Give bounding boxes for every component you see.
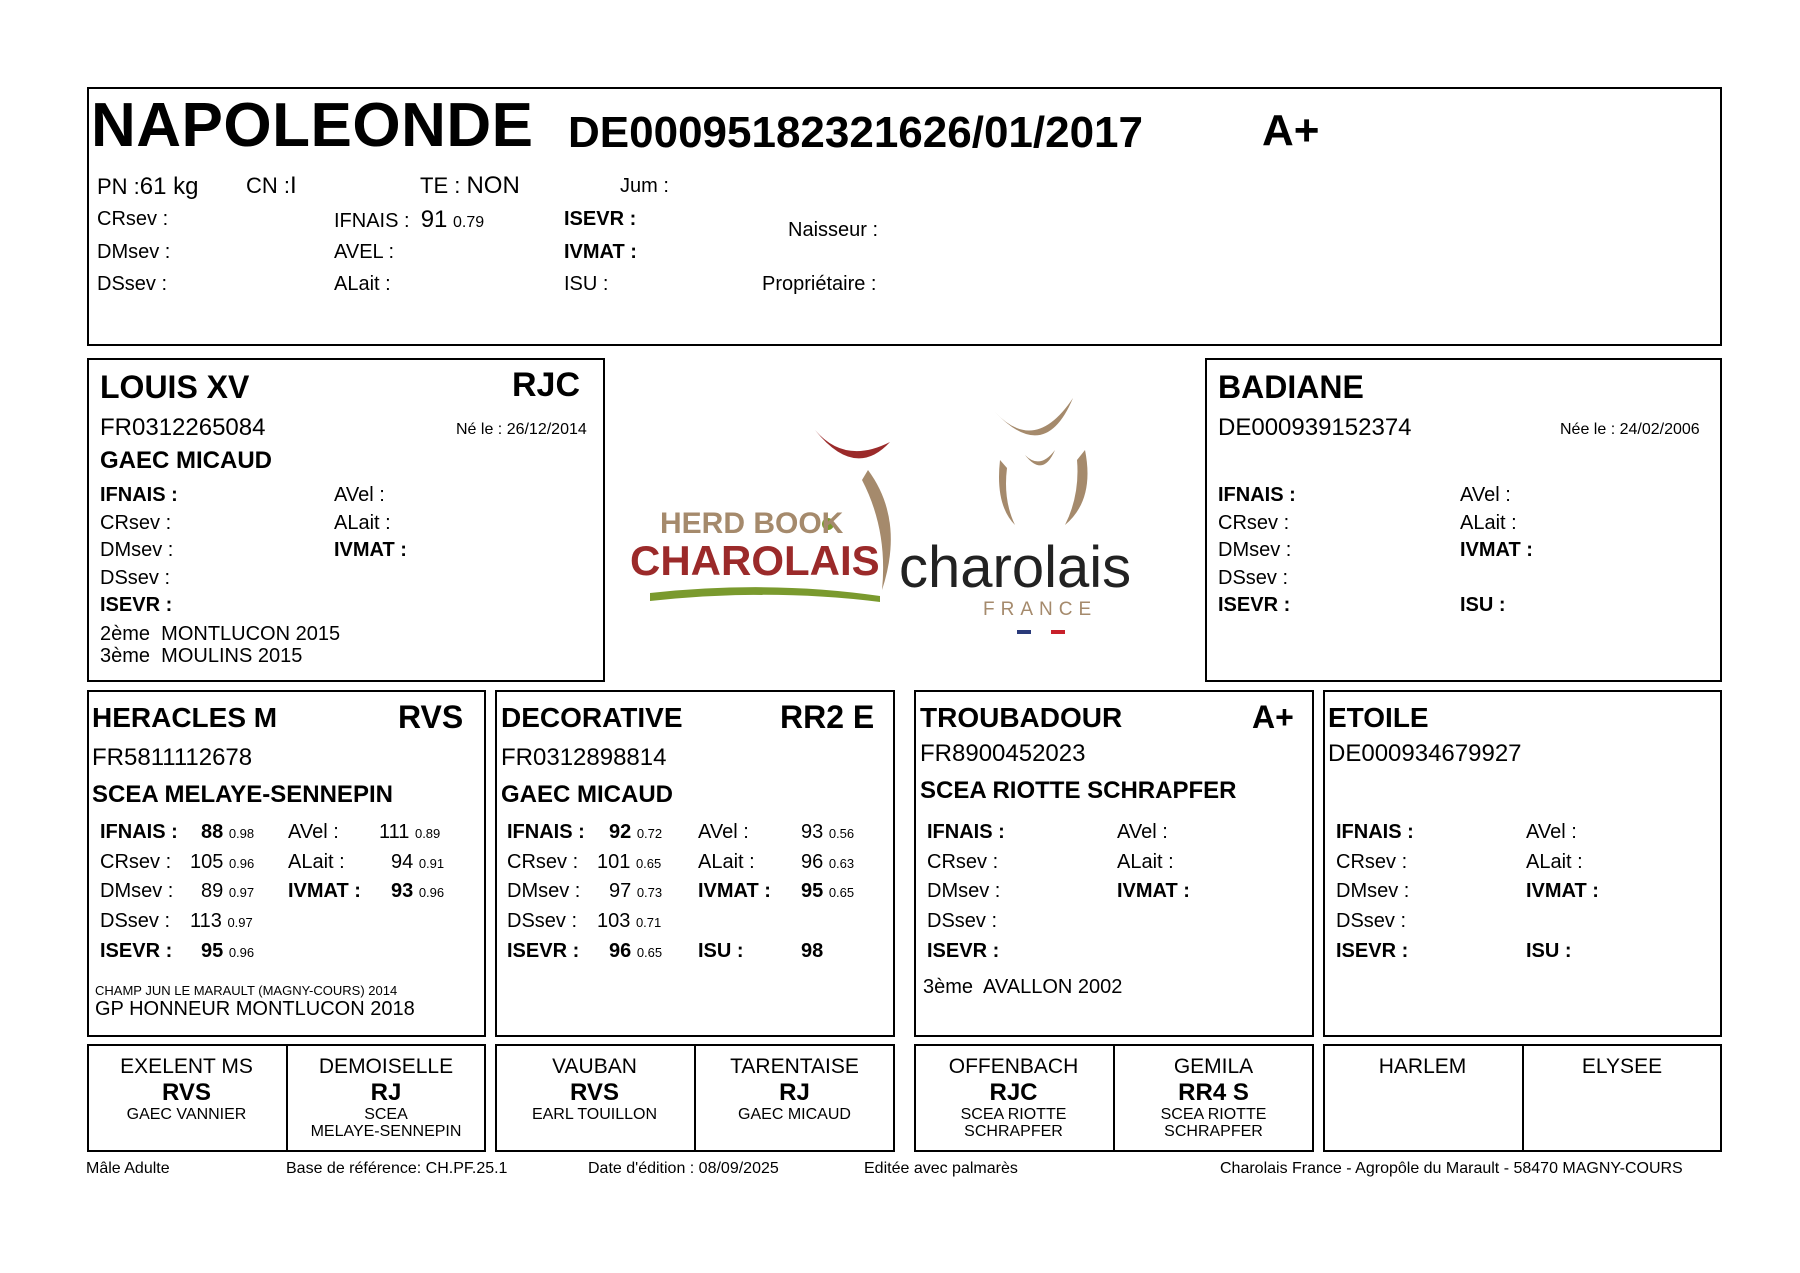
footer-address: Charolais France - Agropôle du Marault - 58470 MAGNY-COURS [1220, 1160, 1683, 1177]
pn-field: PN :61 kg [97, 173, 199, 200]
gp2-isu-val: 98 [801, 940, 824, 962]
charolais-france-logo [895, 390, 1195, 650]
footer-palmares: Editée avec palmarès [864, 1160, 1018, 1177]
ggp-tarentaise: TARENTAISE RJ GAEC MICAUD [730, 1055, 859, 1123]
cn-field: CN :I [246, 172, 297, 199]
gp1-avel-val: 111 0.89 [379, 821, 441, 843]
gp2-isevr-val: 96 0.65 [609, 940, 663, 962]
brand-head-left [999, 460, 1015, 525]
gp1-isevr-val: 95 0.96 [201, 940, 255, 962]
gp2-id: FR0312898814 [501, 744, 667, 771]
gp3-avel: AVel : [1117, 821, 1168, 843]
gp3-ifnais: IFNAIS : [927, 821, 1005, 843]
proprietaire-label: Propriétaire : [762, 273, 877, 295]
gp3-isevr: ISEVR : [927, 940, 1000, 962]
sire-id: FR0312265084 [100, 414, 266, 441]
sire-dmsev: DMsev : [100, 539, 174, 561]
gp2-isu: ISU : [698, 940, 744, 962]
animal-id [568, 108, 1143, 158]
sire-award-1: 2ème MONTLUCON 2015 [100, 623, 341, 645]
gp1-crsev-val: 105 0.96 [190, 851, 255, 873]
gp1-avel: AVel : [288, 821, 339, 843]
footer-edition: Date d'édition : 08/09/2025 [588, 1160, 779, 1177]
gp3-ivmat: IVMAT : [1117, 880, 1190, 902]
dam-dssev: DSsev : [1218, 567, 1289, 589]
dam-crsev: CRsev : [1218, 512, 1290, 534]
header-dmsev: DMsev : [97, 241, 171, 263]
brand-text: charolais [899, 535, 1132, 600]
jum-field: Jum : [620, 175, 669, 197]
gp1-id: FR5811112678 [92, 744, 253, 771]
dam-ifnais: IFNAIS : [1218, 484, 1296, 506]
dam-alait: ALait : [1460, 512, 1517, 534]
gp2-alait: ALait : [698, 851, 755, 873]
sire-ivmat: IVMAT : [334, 539, 407, 561]
gp3-id: FR8900452023 [920, 740, 1086, 767]
gp2-ifnais-val: 92 0.72 [609, 821, 663, 843]
sire-grade: RJC [512, 366, 581, 404]
gp3-dmsev: DMsev : [927, 880, 1001, 902]
gp3-alait: ALait : [1117, 851, 1174, 873]
dam-dmsev: DMsev : [1218, 539, 1292, 561]
sire-ifnais: IFNAIS : [100, 484, 178, 506]
naisseur-label: Naisseur : [788, 219, 879, 241]
gp1-award: GP HONNEUR MONTLUCON 2018 [95, 998, 415, 1020]
dam-born: Née le : 24/02/2006 [1560, 421, 1700, 438]
gp2-name: DECORATIVE [501, 702, 683, 733]
sire-name: LOUIS XV [100, 369, 250, 405]
herdbook-logo [620, 420, 900, 610]
gp1-dssev-val: 113 0.97 [190, 910, 253, 932]
herdbook-top-text: HERD BOOK [660, 507, 844, 540]
gp2-dmsev: DMsev : [507, 880, 581, 902]
animal-grade: A+ [1262, 106, 1320, 155]
brand-head-right [1065, 450, 1088, 525]
gp2-dssev: DSsev : [507, 910, 578, 932]
gp1-ifnais-val: 88 0.98 [201, 821, 255, 843]
gp4-name: ETOILE [1328, 702, 1429, 733]
gp3-dssev: DSsev : [927, 910, 998, 932]
ggp-harlem: HARLEM [1378, 1055, 1467, 1078]
gp1-dssev: DSsev : [100, 910, 171, 932]
header-avel: AVEL : [334, 241, 395, 263]
header-isu: ISU : [564, 273, 609, 295]
gp4-isevr: ISEVR : [1336, 940, 1409, 962]
ggp-demoiselle: DEMOISELLE RJ SCEA MELAYE-SENNEPIN [310, 1055, 462, 1140]
flag-blue [1017, 630, 1031, 634]
flag-red [1051, 630, 1065, 634]
gp1-ifnais: IFNAIS : [100, 821, 178, 843]
gp4-dssev: DSsev : [1336, 910, 1407, 932]
gp2-avel: AVel : [698, 821, 749, 843]
gp4-ifnais: IFNAIS : [1336, 821, 1414, 843]
te-field: TE : NON [420, 172, 520, 199]
gp2-ivmat: IVMAT : [698, 880, 771, 902]
birth-date: 6/01/2017 [947, 108, 1143, 157]
brand-head-mid [1025, 450, 1055, 465]
gp1-award-small: CHAMP JUN LE MARAULT (MAGNY-COURS) 2014 [95, 983, 398, 998]
gp1-crsev: CRsev : [100, 851, 172, 873]
brand-country: FRANCE [983, 599, 1098, 620]
dam-id: DE000939152374 [1218, 414, 1412, 441]
gp2-breeder: GAEC MICAUD [501, 781, 673, 808]
gp1-dmsev: DMsev : [100, 880, 174, 902]
ggp-exelent-ms: EXELENT MS RVS GAEC VANNIER [120, 1055, 253, 1123]
animal-name: NAPOLEONDE [91, 91, 534, 160]
gp4-ivmat: IVMAT : [1526, 880, 1599, 902]
gp3-breeder: SCEA RIOTTE SCHRAPFER [920, 777, 1237, 804]
gp4-alait: ALait : [1526, 851, 1583, 873]
header-ifnais: IFNAIS : 91 0.79 [334, 206, 485, 233]
ggp-elysee: ELYSEE [1581, 1055, 1663, 1078]
sire-dssev: DSsev : [100, 567, 171, 589]
gp2-ivmat-val: 95 0.65 [801, 880, 855, 902]
dam-isu: ISU : [1460, 594, 1506, 616]
gp3-crsev: CRsev : [927, 851, 999, 873]
gp4-crsev: CRsev : [1336, 851, 1408, 873]
sire-breeder: GAEC MICAUD [100, 447, 272, 474]
ggp-vauban: VAUBAN RVS EARL TOUILLON [531, 1055, 658, 1123]
gp2-dmsev-val: 97 0.73 [609, 880, 663, 902]
gp1-ivmat: IVMAT : [288, 880, 361, 902]
footer-base: Base de référence: CH.PF.25.1 [286, 1160, 508, 1177]
sire-award-2: 3ème MOULINS 2015 [100, 645, 303, 667]
gp2-dssev-val: 103 0.71 [597, 910, 662, 932]
gp3-award: 3ème AVALLON 2002 [923, 976, 1123, 998]
dam-isevr: ISEVR : [1218, 594, 1291, 616]
header-alait: ALait : [334, 273, 391, 295]
sire-born: Né le : 26/12/2014 [456, 421, 587, 438]
animal-id-number: DE0009518232162 [568, 108, 948, 157]
gp3-grade: A+ [1252, 699, 1294, 735]
sire-isevr: ISEVR : [100, 594, 173, 616]
gp2-grade: RR2 E [780, 699, 875, 735]
ggp-gemila: GEMILA RR4 S SCEA RIOTTE SCHRAPFER [1160, 1055, 1267, 1140]
brand-head-top [995, 398, 1073, 435]
gp1-alait-val: 94 0.91 [391, 851, 445, 873]
gp2-crsev: CRsev : [507, 851, 579, 873]
dam-avel: AVel : [1460, 484, 1511, 506]
dam-name: BADIANE [1218, 369, 1364, 405]
gp4-id: DE000934679927 [1328, 740, 1522, 767]
header-ivmat: IVMAT : [564, 241, 637, 263]
header-crsev: CRsev : [97, 208, 169, 230]
gp1-isevr: ISEVR : [100, 940, 173, 962]
gp1-grade: RVS [398, 699, 464, 735]
sire-crsev: CRsev : [100, 512, 172, 534]
gp2-ifnais: IFNAIS : [507, 821, 585, 843]
gp1-dmsev-val: 89 0.97 [201, 880, 255, 902]
gp4-isu: ISU : [1526, 940, 1572, 962]
gp4-dmsev: DMsev : [1336, 880, 1410, 902]
gp2-isevr: ISEVR : [507, 940, 580, 962]
footer-category: Mâle Adulte [86, 1160, 170, 1177]
herdbook-horn-red [815, 430, 890, 458]
ggp-offenbach: OFFENBACH RJC SCEA RIOTTE SCHRAPFER [948, 1055, 1079, 1140]
sire-alait: ALait : [334, 512, 391, 534]
gp1-alait: ALait : [288, 851, 345, 873]
gp1-ivmat-val: 93 0.96 [391, 880, 445, 902]
gp3-name: TROUBADOUR [920, 702, 1123, 733]
header-dssev: DSsev : [97, 273, 168, 295]
header-isevr: ISEVR : [564, 208, 637, 230]
herdbook-bottom-text: CHAROLAIS [630, 537, 880, 584]
gp2-avel-val: 93 0.56 [801, 821, 855, 843]
sire-avel: AVel : [334, 484, 385, 506]
gp1-breeder: SCEA MELAYE-SENNEPIN [92, 781, 393, 808]
gp2-alait-val: 96 0.63 [801, 851, 855, 873]
gp1-name: HERACLES M [92, 702, 278, 733]
dam-ivmat: IVMAT : [1460, 539, 1533, 561]
gp2-crsev-val: 101 0.65 [597, 851, 662, 873]
gp4-avel: AVel : [1526, 821, 1577, 843]
herdbook-underline [650, 587, 880, 602]
